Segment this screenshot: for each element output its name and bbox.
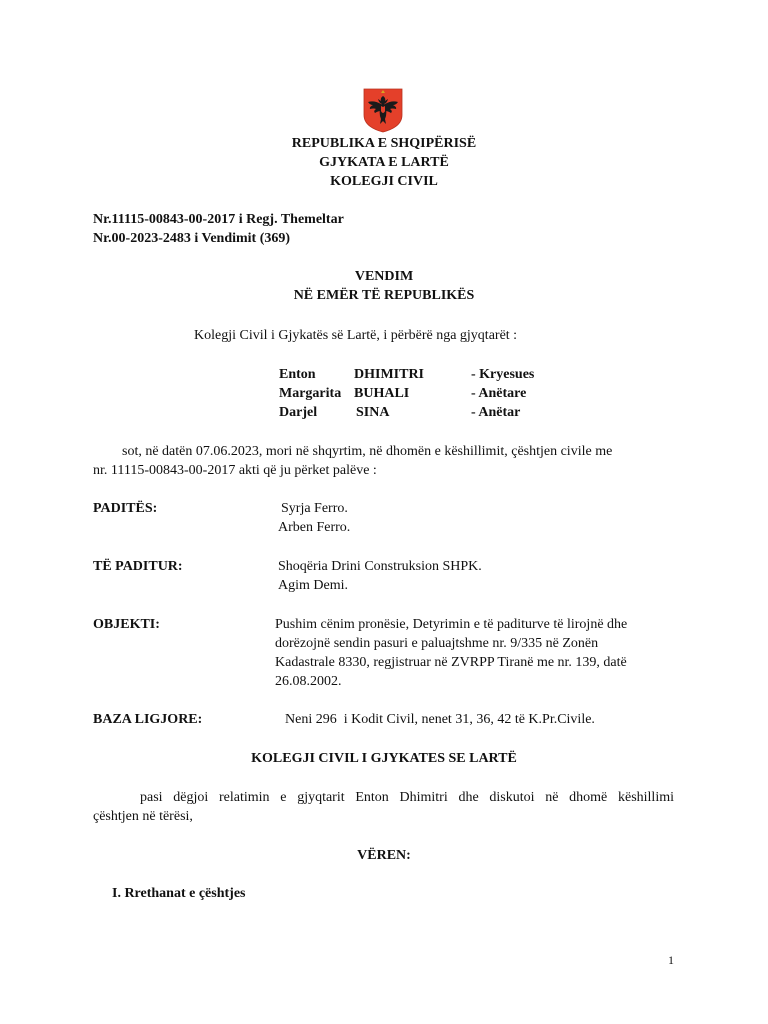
judge-last-name: DHIMITRI — [354, 367, 425, 382]
ref-register-number: Nr.11115-00843-00-2017 i Regj. Themeltar — [93, 212, 344, 227]
object-label: OBJEKTI: — [93, 617, 160, 632]
header-court: GJYKATA E LARTË — [319, 155, 449, 170]
object-text-line: dorëzojnë sendin pasuri e paluajtshme nr. 9/335 në Zonën — [275, 636, 599, 651]
judge-last-name: BUHALI — [354, 386, 410, 401]
defendants-label: TË PADITUR: — [93, 559, 183, 574]
header-republic: REPUBLIKA E SHQIPËRISË — [291, 136, 477, 151]
plaintiff-name: Arben Ferro. — [278, 520, 351, 535]
judge-first-name: Enton — [279, 367, 316, 382]
session-line-2: nr. 11115-00843-00-2017 akti që ju përket palëve : — [93, 463, 377, 478]
albanian-eagle-emblem-icon — [361, 87, 405, 133]
hearing-line-2: çështjen në tërësi, — [93, 809, 193, 824]
legal-basis-text: Neni 296 i Kodit Civil, nenet 31, 36, 42 të K.Pr.Civile. — [285, 712, 595, 727]
section-heading: I. Rrethanat e çështjes — [112, 886, 246, 901]
header-college: KOLEGJI CIVIL — [330, 174, 438, 189]
session-line-1: sot, në datën 07.06.2023, mori në shqyrtim, në dhomën e këshillimit, çështjen civile me — [122, 444, 613, 459]
legal-basis-label: BAZA LIGJORE: — [93, 712, 203, 727]
judge-role: - Kryesues — [471, 367, 535, 382]
object-text-line: Pushim cënim pronësie, Detyrimin e të paditurve të lirojnë dhe — [275, 617, 628, 632]
hearing-line-1: pasi dëgjoi relatimin e gjyqtarit Enton Dhimitri dhe diskutoi në dhomë këshillimi — [140, 790, 674, 805]
object-text-line: 26.08.2002. — [275, 674, 342, 689]
decision-subtitle: NË EMËR TË REPUBLIKËS — [293, 288, 475, 303]
ref-decision-number: Nr.00-2023-2483 i Vendimit (369) — [93, 231, 291, 246]
judge-role: - Anëtare — [471, 386, 527, 401]
decision-title: VENDIM — [354, 269, 414, 284]
composition-intro: Kolegji Civil i Gjykatës së Lartë, i përbërë nga gjyqtarët : — [194, 328, 518, 343]
defendant-name: Agim Demi. — [278, 578, 348, 593]
page-number: 1 — [668, 953, 674, 967]
object-text-line: Kadastrale 8330, regjistruar në ZVRPP Tiranë me nr. 139, datë — [275, 655, 627, 670]
college-heading: KOLEGJI CIVIL I GJYKATES SE LARTË — [251, 751, 517, 766]
judge-first-name: Margarita — [279, 386, 342, 401]
defendant-name: Shoqëria Drini Construksion SHPK. — [278, 559, 482, 574]
judge-first-name: Darjel — [279, 405, 318, 420]
judge-role: - Anëtar — [471, 405, 521, 420]
plaintiffs-label: PADITËS: — [93, 501, 158, 516]
observes-heading: VËREN: — [357, 848, 411, 863]
plaintiff-name: Syrja Ferro. — [281, 501, 348, 516]
judge-last-name: SINA — [356, 405, 390, 420]
